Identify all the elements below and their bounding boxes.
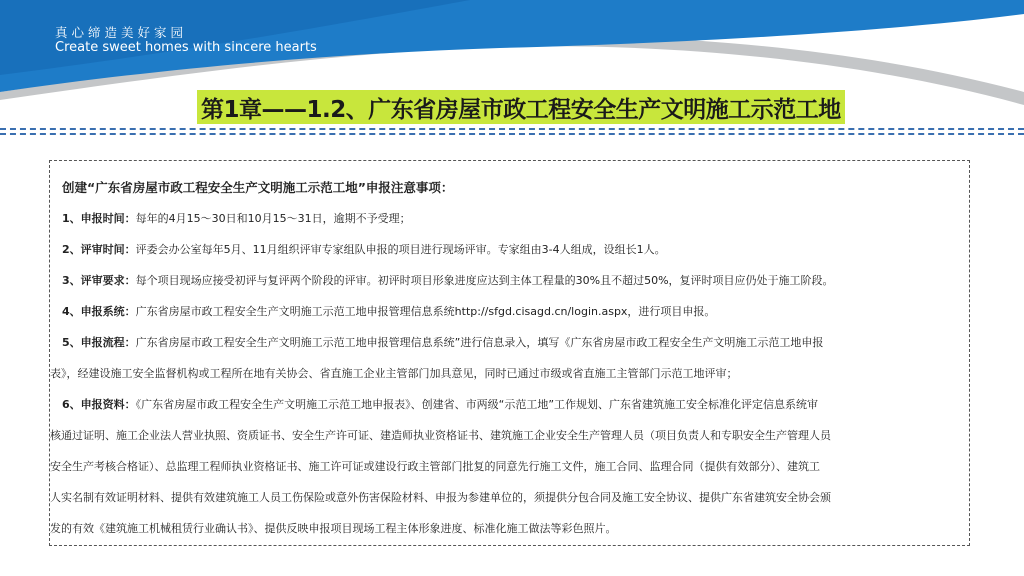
item-label: 2、评审时间： [62,243,136,256]
tagline-chinese: 真心缔造美好家园 [55,25,188,40]
item-3 [62,274,834,288]
item-5 [62,336,823,350]
item-6 [62,398,818,412]
item-text: 广东省房屋市政工程安全生产文明施工示范工地申报管理信息系统http://sfgd.cisagd.cn/login.aspx，进行项目申报。 [135,305,716,318]
title-divider-bottom [0,133,1024,135]
tagline-english: Create sweet homes with sincere hearts [55,40,317,55]
item-6-continuation-3: 人实名制有效证明材料、提供有效建筑施工人员工伤保险或意外伤害保险材料、申报为参建单位的，须提供分包合同及施工安全协议、提供广东省建筑安全协会颁 [50,491,831,504]
item-6-continuation-4: 发的有效《建筑施工机械租赁行业确认书》、提供反映申报项目现场工程主体形象进度、标准化施工做法等彩色照片。 [50,522,617,535]
item-text: 每个项目现场应接受初评与复评两个阶段的评审。初评时项目形象进度应达到主体工程量的30%且不超过50%，复评时项目应仍处于施工阶段。 [135,274,834,287]
item-label: 5、申报流程： [62,336,136,349]
item-text: 《广东省房屋市政工程安全生产文明施工示范工地申报表》、创建省、市两级“示范工地”工作规划、广东省建筑施工安全标准化评定信息系统审 [135,398,819,411]
item-label: 3、评审要求： [62,274,136,287]
item-text: 每年的4月15～30日和10月15～31日，逾期不予受理； [135,212,411,225]
page-title-highlight [197,90,845,124]
item-6-continuation-2: 安全生产考核合格证）、总监理工程师执业资格证书、施工许可证或建设行政主管部门批复的同意先行施工文件，施工合同、监理合同（提供有效部分）、建筑工 [50,460,820,473]
item-text: 评委会办公室每年5月、11月组织评审专家组队申报的项目进行现场评审。专家组由3-4人组成，设组长1人。 [135,243,666,256]
item-6-continuation-1: 核通过证明、施工企业法人营业执照、资质证书、安全生产许可证、建造师执业资格证书、建筑施工企业安全生产管理人员（项目负责人和专职安全生产管理人员 [50,429,831,442]
item-4 [62,305,715,319]
item-label: 6、申报资料： [62,398,136,411]
page-title: 第1章——1.2、广东省房屋市政工程安全生产文明施工示范工地 [201,96,841,123]
item-label: 1、申报时间： [62,212,136,225]
item-label: 4、申报系统： [62,305,136,318]
intro-heading: 创建“广东省房屋市政工程安全生产文明施工示范工地”申报注意事项： [62,180,454,195]
item-2 [62,243,666,257]
title-divider-top [0,128,1024,130]
item-1 [62,212,411,226]
item-5-continuation: 表》，经建设施工安全监督机构或工程所在地有关协会、省直施工企业主管部门加具意见，同时已通过市级或省直施工主管部门示范工地评审； [50,367,738,380]
item-text: 广东省房屋市政工程安全生产文明施工示范工地申报管理信息系统”进行信息录入，填写《广东省房屋市政工程安全生产文明施工示范工地申报 [135,336,824,349]
